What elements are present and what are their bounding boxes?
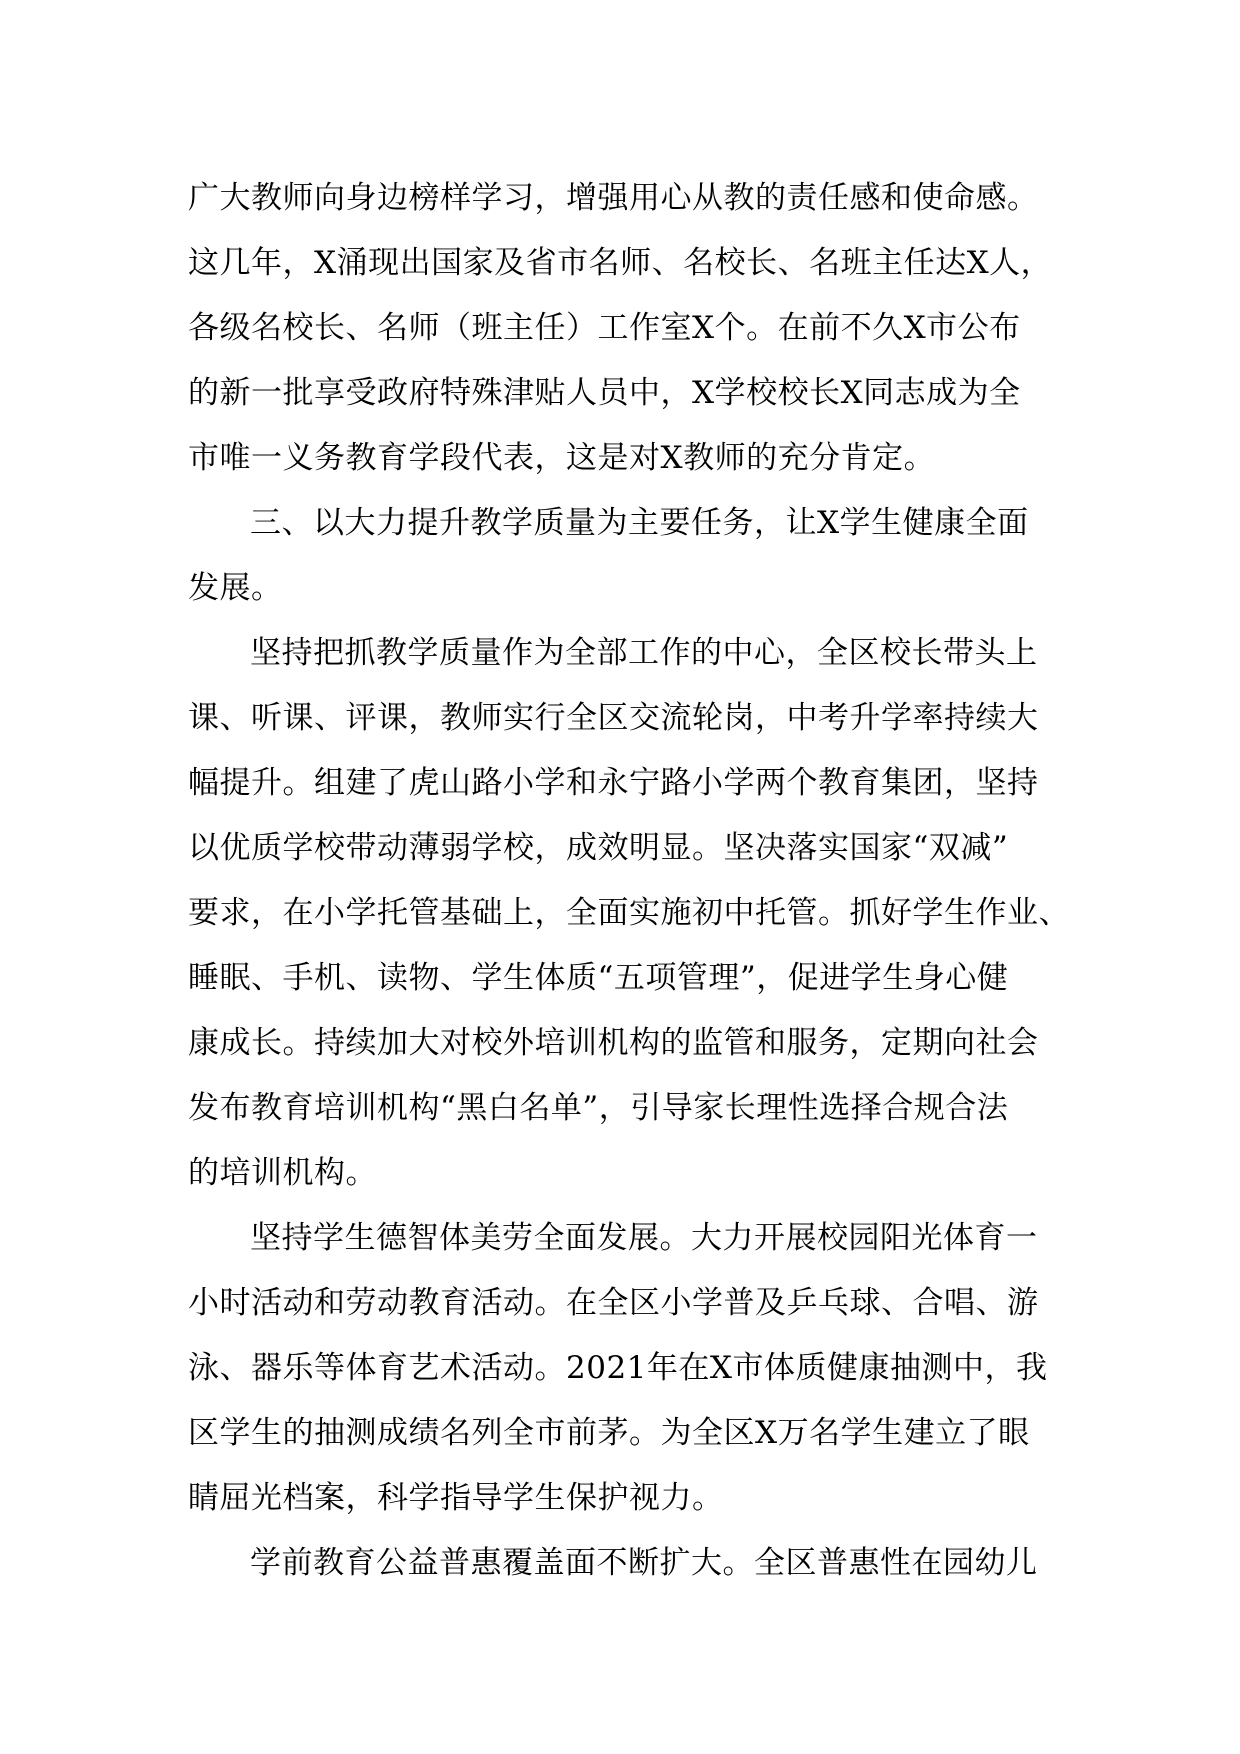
text-line: 以优质学校带动薄弱学校，成效明显。坚决落实国家“双减”: [188, 830, 1009, 866]
text-line: 市唯一义务教育学段代表，这是对X教师的充分肯定。: [188, 440, 936, 476]
text-line: 课、听课、评课，教师实行全区交流轮岗，中考升学率持续大: [188, 700, 1039, 736]
text-line: 的培训机构。: [188, 1155, 377, 1191]
text-line: 区学生的抽测成绩名列全市前茅。为全区X万名学生建立了眼: [188, 1415, 1030, 1451]
text-line: 康成长。持续加大对校外培训机构的监管和服务，定期向社会: [188, 1025, 1039, 1061]
text-line: 发布教育培训机构“黑白名单”，引导家长理性选择合规合法: [188, 1090, 1009, 1126]
text-line: 各级名校长、名师（班主任）工作室X个。在前不久X市公布: [188, 310, 1021, 346]
text-line: 要求，在小学托管基础上，全面实施初中托管。抓好学生作业、: [188, 895, 1070, 931]
text-line: 广大教师向身边榜样学习，增强用心从教的责任感和使命感。: [188, 180, 1039, 216]
text-line: 发展。: [188, 570, 283, 606]
text-line: 睛屈光档案，科学指导学生保护视力。: [188, 1480, 724, 1516]
text-line: 小时活动和劳动教育活动。在全区小学普及乒乓球、合唱、游: [188, 1285, 1039, 1321]
text-line: 这几年，X涌现出国家及省市名师、名校长、名班主任达X人，: [188, 245, 1053, 281]
paragraph-start: 坚持把抓教学质量作为全部工作的中心，全区校长带头上: [250, 635, 1038, 671]
text-line: 的新一批享受政府特殊津贴人员中，X学校校长X同志成为全: [188, 375, 1021, 411]
text-line: 幅提升。组建了虎山路小学和永宁路小学两个教育集团，坚持: [188, 765, 1039, 801]
paragraph-start: 坚持学生德智体美劳全面发展。大力开展校园阳光体育一: [250, 1220, 1038, 1256]
section-heading: 三、以大力提升教学质量为主要任务，让X学生健康全面: [250, 505, 1029, 541]
paragraph-start: 学前教育公益普惠覆盖面不断扩大。全区普惠性在园幼儿: [250, 1545, 1038, 1581]
text-line: 泳、器乐等体育艺术活动。2021年在X市体质健康抽测中，我: [188, 1350, 1048, 1386]
text-line: 睡眠、手机、读物、学生体质“五项管理”，促进学生身心健: [188, 960, 1009, 996]
